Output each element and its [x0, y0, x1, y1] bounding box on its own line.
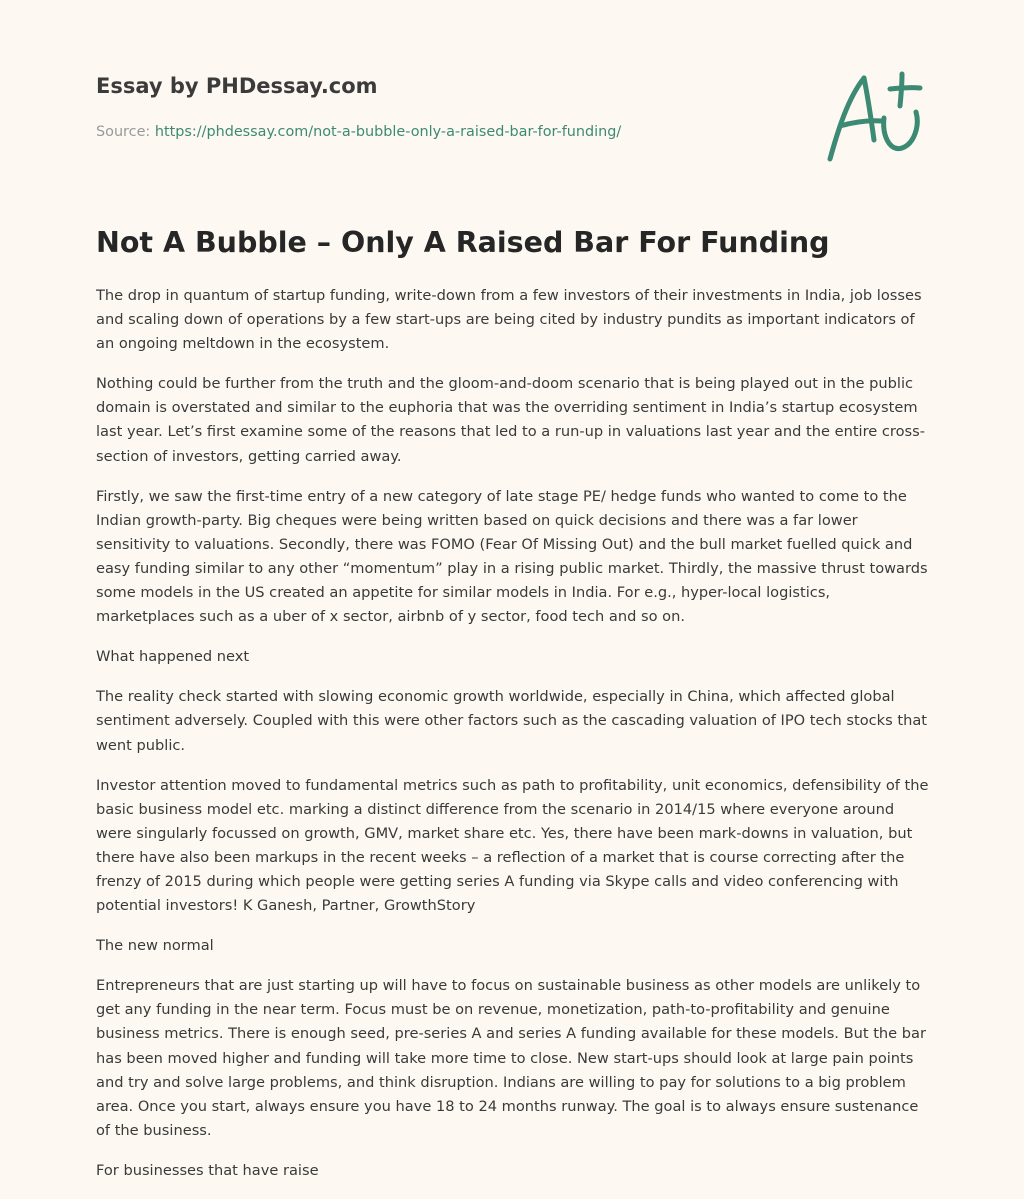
essay-paragraph: Nothing could be further from the truth and the gloom-and-doom scenario that is being played out in the public domain is overstated and similar to the euphoria that was the overriding sentiment in India’s startup ecosystem last year. Let’s first examine some of the reasons that led to a run-up in valuations last year and the entire cross-section of investors, getting carried away.	[96, 375, 926, 465]
page-header	[96, 0, 928, 200]
essay-paragraph: Firstly, we saw the first-time entry of a new category of late stage PE/ hedge funds who wanted to come to the Indian growth-party. Big cheques were being written based on quick decisions and there was a far lower sensitivity to valuations. Secondly, there was FOMO (Fear Of Missing Out) and the bull market fuelled quick and easy funding similar to any other “momentum” play in a rising public market. Thirdly, the massive thrust towards some models in the US created an appetite for similar models in India. For e.g., hyper-local logistics, marketplaces such as a uber of x sector, airbnb of y sector, food tech and so on.	[96, 487, 928, 626]
source-line	[96, 124, 621, 140]
section-heading: The new normal	[96, 937, 214, 955]
essay-paragraph: Investor attention moved to fundamental metrics such as path to profitability, unit economics, defensibility of the basic business model etc. marking a distinct difference from the scenario in 2014/15 where everyone around were singularly focussed on growth, GMV, market share etc. Yes, there have been mark-downs in valuation, but there have also been markups in the recent weeks – a reflection of a market that is course correcting after the frenzy of 2015 during which people were getting series A funding via Skype calls and video conferencing with potential investors! K Ganesh, Partner, GrowthStory	[96, 776, 929, 915]
essay-paragraph: For businesses that have raise	[96, 1161, 319, 1179]
section-heading: What happened next	[96, 648, 250, 666]
essay-paragraph: The reality check started with slowing economic growth worldwide, especially in China, which affected global sentiment adversely. Coupled with this were other factors such as the cascading valuation of IPO tech stocks that went public.	[96, 688, 927, 754]
site-title: Essay by PHDessay.com	[96, 74, 378, 98]
essay-paragraph: Entrepreneurs that are just starting up will have to focus on sustainable business as other models are unlikely to get any funding in the near term. Focus must be on revenue, monetization, path-to-profitability and genuine business metrics. There is enough seed, pre-series A and series A funding available for these models. But the bar has been moved higher and funding will take more time to close. New start-ups should look at large pain points and try and solve large problems, and think disruption. Indians are willing to pay for solutions to a big problem area. Once you start, always ensure you have 18 to 24 months runway. The goal is to always ensure sustenance of the business.	[96, 977, 926, 1139]
source-link[interactable]: https://phdessay.com/not-a-bubble-only-a-raised-bar-for-funding/	[154, 124, 622, 140]
essay-paragraph: The drop in quantum of startup funding, write-down from a few investors of their investments in India, job losses and scaling down of operations by a few start-ups are being cited by industry pundits as important indicators of an ongoing meltdown in the ecosystem.	[96, 287, 922, 353]
source-label: Source:	[96, 124, 155, 140]
essay-body	[96, 284, 932, 1199]
essay-title: Not A Bubble – Only A Raised Bar For Funding	[96, 226, 830, 259]
a-plus-logo-icon	[824, 68, 926, 164]
